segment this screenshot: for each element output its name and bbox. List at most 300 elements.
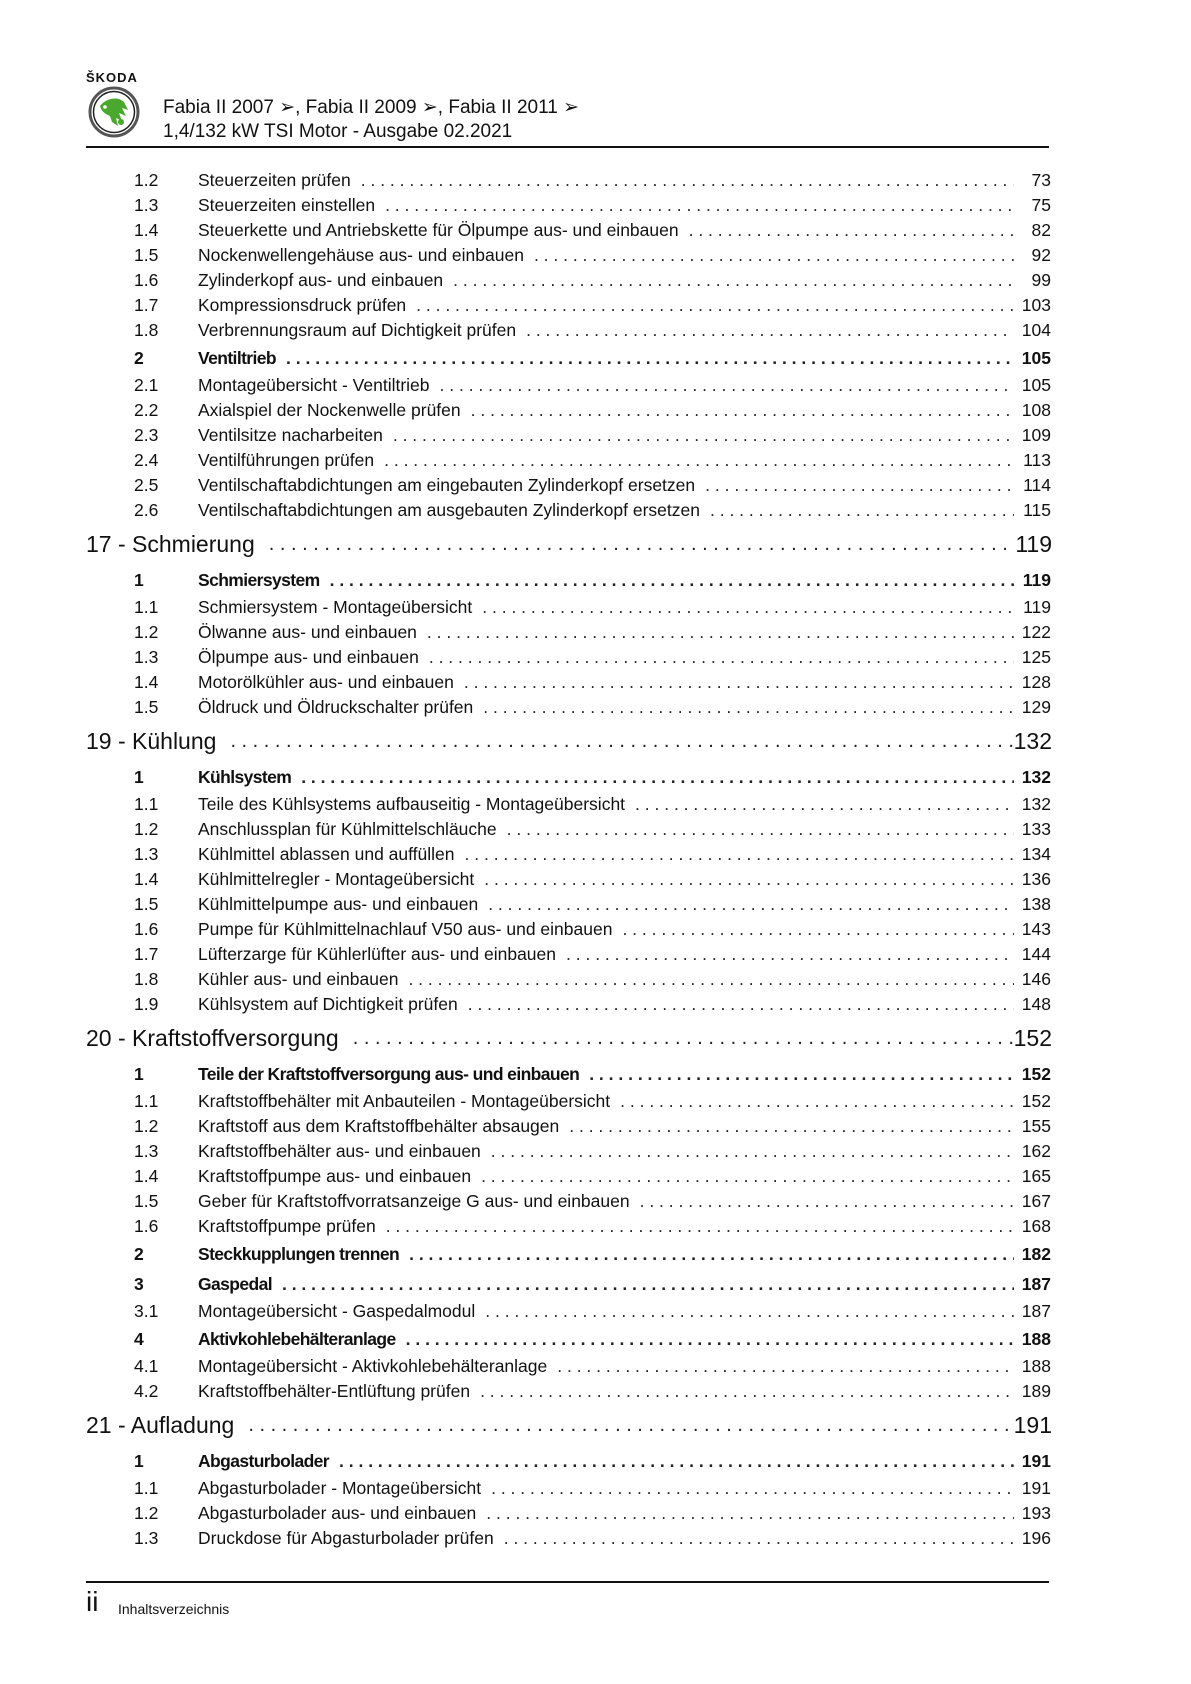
toc-page-number[interactable]: 99 xyxy=(1031,270,1051,290)
toc-title-wrap xyxy=(198,672,1014,693)
toc-page-number[interactable]: 148 xyxy=(1021,994,1051,1014)
dot-leader xyxy=(361,170,1014,191)
dot-leader xyxy=(429,647,1014,668)
dot-leader xyxy=(481,1166,1014,1187)
toc-title[interactable]: Abgasturbolader aus- und einbauen xyxy=(198,1503,477,1523)
toc-page-number[interactable]: 122 xyxy=(1021,622,1051,642)
toc-number: 1.4 xyxy=(134,672,159,692)
toc-page-number[interactable]: 104 xyxy=(1021,320,1051,340)
toc-number: 2 xyxy=(134,347,144,368)
toc-number: 1.2 xyxy=(134,170,159,190)
toc-entry-row[interactable] xyxy=(0,942,1191,967)
dot-leader xyxy=(384,450,1014,471)
toc-title[interactable]: Verbrennungsraum auf Dichtigkeit prüfen xyxy=(198,320,517,340)
toc-page-number[interactable]: 125 xyxy=(1021,647,1051,667)
toc-title-wrap xyxy=(198,1244,1014,1265)
toc-number: 1.3 xyxy=(134,1141,159,1161)
toc-title[interactable]: Ölpumpe aus- und einbauen xyxy=(198,647,419,667)
toc-page-number[interactable]: 75 xyxy=(1031,195,1051,215)
toc-number: 4 xyxy=(134,1328,144,1349)
toc-title-wrap xyxy=(198,622,1014,643)
toc-entry-row[interactable] xyxy=(0,1526,1191,1551)
toc-number: 1.3 xyxy=(134,1528,159,1548)
toc-title-wrap xyxy=(198,170,1014,191)
toc-page-number[interactable]: 155 xyxy=(1021,1116,1051,1136)
toc-title[interactable]: Steuerkette und Antriebskette für Ölpumpe aus- und einbauen xyxy=(198,220,679,240)
toc-title[interactable]: Motorölkühler aus- und einbauen xyxy=(198,672,454,692)
toc-section-row[interactable] xyxy=(0,1059,1191,1089)
toc-chapter-title-wrap xyxy=(86,728,1014,755)
toc-number: 3 xyxy=(134,1273,144,1294)
toc-page-number[interactable]: 132 xyxy=(1021,794,1051,814)
toc-title[interactable]: Zylinderkopf aus- und einbauen xyxy=(198,270,444,290)
toc-title[interactable]: Kühler aus- und einbauen xyxy=(198,969,399,989)
toc-page-number[interactable]: 191 xyxy=(1021,1450,1051,1471)
toc-page-number[interactable]: 132 xyxy=(1013,727,1052,754)
toc-page-number[interactable]: 119 xyxy=(1015,530,1052,557)
dot-leader xyxy=(483,697,1014,718)
toc-title[interactable]: Kühlmittel ablassen und auffüllen xyxy=(198,844,455,864)
toc-entry-row[interactable] xyxy=(0,645,1191,670)
toc-title-wrap xyxy=(198,1356,1014,1377)
toc-entry-row[interactable] xyxy=(0,168,1191,193)
toc-title[interactable]: Kraftstoffbehälter aus- und einbauen xyxy=(198,1141,481,1161)
toc-entry-row[interactable] xyxy=(0,1189,1191,1214)
toc-title-wrap xyxy=(198,1503,1014,1524)
table-of-contents xyxy=(0,168,1191,1551)
toc-page-number[interactable]: 128 xyxy=(1021,672,1051,692)
toc-title[interactable]: Kühlsystem xyxy=(198,766,292,787)
toc-page-number[interactable]: 105 xyxy=(1021,375,1051,395)
toc-page-number[interactable]: 92 xyxy=(1031,245,1051,265)
toc-title-wrap xyxy=(198,270,1014,291)
toc-number: 1.1 xyxy=(134,1091,159,1111)
toc-title[interactable]: Lüfterzarge für Kühlerlüfter aus- und einbauen xyxy=(198,944,557,964)
toc-entry-row[interactable] xyxy=(0,1164,1191,1189)
dot-leader xyxy=(386,1216,1014,1237)
toc-chapter-title[interactable]: 21 - Aufladung xyxy=(86,1411,235,1438)
toc-title-wrap xyxy=(198,1216,1014,1237)
dot-leader xyxy=(330,570,1014,591)
toc-number: 1.6 xyxy=(134,1216,159,1236)
dot-leader xyxy=(416,295,1014,316)
toc-page-number[interactable]: 132 xyxy=(1021,766,1051,787)
toc-number: 1 xyxy=(134,569,144,590)
dot-leader xyxy=(504,1528,1014,1549)
toc-number: 4.2 xyxy=(134,1381,159,1401)
header-divider xyxy=(86,146,1049,148)
toc-title[interactable]: Abgasturbolader xyxy=(198,1450,330,1471)
dot-leader xyxy=(635,794,1014,815)
toc-number: 2.1 xyxy=(134,375,159,395)
toc-entry-row[interactable] xyxy=(0,1299,1191,1324)
header-models: Fabia II 2007 ➢, Fabia II 2009 ➢, Fabia II 2011 ➢ xyxy=(163,97,580,118)
toc-title[interactable]: Abgasturbolader - Montageübersicht xyxy=(198,1478,482,1498)
dot-leader xyxy=(453,270,1014,291)
dot-leader xyxy=(339,1451,1014,1472)
toc-page-number[interactable]: 193 xyxy=(1021,1503,1051,1523)
toc-title-wrap xyxy=(198,969,1014,990)
dot-leader xyxy=(589,1064,1014,1085)
toc-number: 1.2 xyxy=(134,622,159,642)
toc-title-wrap xyxy=(198,220,1014,241)
toc-title[interactable]: Kühlmittelpumpe aus- und einbauen xyxy=(198,894,479,914)
brand-wordmark: ŠKODA xyxy=(86,70,138,85)
toc-page-number[interactable]: 114 xyxy=(1023,475,1051,495)
toc-chapter-row[interactable] xyxy=(0,1404,1191,1446)
toc-page-number[interactable]: 162 xyxy=(1021,1141,1051,1161)
toc-page-number[interactable]: 188 xyxy=(1021,1356,1051,1376)
toc-title-wrap xyxy=(198,295,1014,316)
toc-title[interactable]: Teile des Kühlsystems aufbauseitig - Montageübersicht xyxy=(198,794,626,814)
toc-page-number[interactable]: 165 xyxy=(1021,1166,1051,1186)
toc-title[interactable]: Pumpe für Kühlmittelnachlauf V50 aus- und einbauen xyxy=(198,919,613,939)
toc-number: 1.8 xyxy=(134,969,159,989)
toc-entry-row[interactable] xyxy=(0,1214,1191,1239)
dot-leader xyxy=(471,400,1014,421)
toc-title-wrap xyxy=(198,1091,1014,1112)
toc-title-wrap xyxy=(198,195,1014,216)
toc-entry-row[interactable] xyxy=(0,448,1191,473)
toc-number: 1 xyxy=(134,1063,144,1084)
toc-entry-row[interactable] xyxy=(0,1139,1191,1164)
toc-chapter-title[interactable]: 20 - Kraftstoffversorgung xyxy=(86,1024,339,1051)
toc-entry-row[interactable] xyxy=(0,293,1191,318)
toc-title-wrap xyxy=(198,1451,1014,1472)
dot-leader xyxy=(484,869,1014,890)
toc-title-wrap xyxy=(198,500,1014,521)
toc-number: 1.5 xyxy=(134,894,159,914)
toc-page-number[interactable]: 152 xyxy=(1021,1063,1051,1084)
toc-number: 1.6 xyxy=(134,270,159,290)
toc-entry-row[interactable] xyxy=(0,1114,1191,1139)
toc-number: 1.7 xyxy=(134,295,159,315)
toc-title-wrap xyxy=(198,1166,1014,1187)
toc-title[interactable]: Nockenwellengehäuse aus- und einbauen xyxy=(198,245,524,265)
toc-page-number[interactable]: 143 xyxy=(1021,919,1051,939)
toc-entry-row[interactable] xyxy=(0,473,1191,498)
dot-leader xyxy=(486,1503,1014,1524)
dot-leader xyxy=(482,597,1014,618)
toc-number: 1.2 xyxy=(134,1503,159,1523)
footer-divider xyxy=(86,1581,1049,1583)
dot-leader xyxy=(408,969,1014,990)
toc-entry-row[interactable] xyxy=(0,842,1191,867)
toc-number: 1.1 xyxy=(134,1478,159,1498)
toc-title[interactable]: Ventilsitze nacharbeiten xyxy=(198,425,383,445)
toc-title[interactable]: Kraftstoffbehälter-Entlüftung prüfen xyxy=(198,1381,471,1401)
footer-label: Inhaltsverzeichnis xyxy=(118,1601,230,1617)
toc-entry-row[interactable] xyxy=(0,1379,1191,1404)
toc-page-number[interactable]: 189 xyxy=(1021,1381,1051,1401)
toc-page-number[interactable]: 152 xyxy=(1021,1091,1051,1111)
toc-number: 1.3 xyxy=(134,647,159,667)
toc-title[interactable]: Kraftstoffpumpe aus- und einbauen xyxy=(198,1166,472,1186)
toc-chapter-title-wrap xyxy=(86,1412,1014,1439)
toc-entry-row[interactable] xyxy=(0,498,1191,523)
toc-page-number[interactable]: 138 xyxy=(1021,894,1051,914)
toc-title[interactable]: Steuerzeiten einstellen xyxy=(198,195,376,215)
toc-page-number[interactable]: 188 xyxy=(1021,1328,1051,1349)
toc-title[interactable]: Montageübersicht - Aktivkohlebehälteranlage xyxy=(198,1356,548,1376)
toc-title-wrap xyxy=(198,375,1014,396)
toc-page-number[interactable]: 115 xyxy=(1023,500,1051,520)
toc-chapter-row[interactable] xyxy=(0,523,1191,565)
dot-leader xyxy=(640,1191,1014,1212)
dot-leader xyxy=(269,533,1014,556)
toc-entry-row[interactable] xyxy=(0,917,1191,942)
toc-page-number[interactable]: 133 xyxy=(1021,819,1051,839)
toc-number: 1.5 xyxy=(134,245,159,265)
toc-entry-row[interactable] xyxy=(0,423,1191,448)
toc-title[interactable]: Teile der Kraftstoffversorgung aus- und einbauen xyxy=(198,1063,580,1084)
skoda-logo-icon xyxy=(88,86,140,138)
toc-number: 2.6 xyxy=(134,500,159,520)
toc-page-number[interactable]: 108 xyxy=(1021,400,1051,420)
toc-title-wrap xyxy=(198,794,1014,815)
toc-number: 1.9 xyxy=(134,994,159,1014)
toc-title-wrap xyxy=(198,919,1014,940)
dot-leader xyxy=(689,220,1014,241)
toc-entry-row[interactable] xyxy=(0,193,1191,218)
toc-entry-row[interactable] xyxy=(0,992,1191,1017)
toc-title[interactable]: Kühlsystem auf Dichtigkeit prüfen xyxy=(198,994,458,1014)
toc-number: 2 xyxy=(134,1243,144,1264)
toc-section-row[interactable] xyxy=(0,1446,1191,1476)
toc-title[interactable]: Schmiersystem - Montageübersicht xyxy=(198,597,473,617)
toc-number: 2.4 xyxy=(134,450,159,470)
toc-page-number[interactable]: 191 xyxy=(1013,1411,1052,1438)
dot-leader xyxy=(406,1329,1014,1350)
toc-page-number[interactable]: 73 xyxy=(1031,170,1051,190)
toc-title[interactable]: Kompressionsdruck prüfen xyxy=(198,295,407,315)
toc-title-wrap xyxy=(198,1191,1014,1212)
toc-title-wrap xyxy=(198,1381,1014,1402)
toc-title-wrap xyxy=(198,475,1014,496)
toc-title-wrap xyxy=(198,697,1014,718)
toc-page-number[interactable]: 144 xyxy=(1021,944,1051,964)
toc-number: 1.4 xyxy=(134,220,159,240)
dot-leader xyxy=(566,944,1014,965)
toc-title[interactable]: Kraftstoff aus dem Kraftstoffbehälter absaugen xyxy=(198,1116,560,1136)
toc-page-number[interactable]: 109 xyxy=(1021,425,1051,445)
toc-page-number[interactable]: 196 xyxy=(1021,1528,1051,1548)
toc-title[interactable]: Kraftstoffpumpe prüfen xyxy=(198,1216,376,1236)
dot-leader xyxy=(427,622,1014,643)
header-title xyxy=(163,96,579,144)
toc-page-number[interactable]: 119 xyxy=(1022,569,1051,590)
toc-title[interactable]: Ventilschaftabdichtungen am eingebauten Zylinderkopf ersetzen xyxy=(198,475,696,495)
toc-page-number[interactable]: 152 xyxy=(1013,1024,1052,1051)
toc-entry-row[interactable] xyxy=(0,620,1191,645)
toc-title-wrap xyxy=(198,425,1014,446)
toc-title[interactable]: Druckdose für Abgasturbolader prüfen xyxy=(198,1528,494,1548)
toc-entry-row[interactable] xyxy=(0,243,1191,268)
toc-entry-row[interactable] xyxy=(0,268,1191,293)
toc-number: 1.1 xyxy=(134,794,159,814)
toc-entry-row[interactable] xyxy=(0,218,1191,243)
dot-leader xyxy=(440,375,1014,396)
dot-leader xyxy=(353,1027,1014,1050)
toc-page-number[interactable]: 167 xyxy=(1021,1191,1051,1211)
toc-page-number[interactable]: 113 xyxy=(1023,450,1051,470)
dot-leader xyxy=(464,672,1014,693)
dot-leader xyxy=(622,919,1014,940)
dot-leader xyxy=(282,1274,1014,1295)
dot-leader xyxy=(534,245,1014,266)
dot-leader xyxy=(409,1244,1014,1265)
toc-page-number[interactable]: 182 xyxy=(1021,1243,1051,1264)
toc-number: 2.2 xyxy=(134,400,159,420)
toc-entry-row[interactable] xyxy=(0,892,1191,917)
dot-leader xyxy=(301,767,1014,788)
toc-chapter-row[interactable] xyxy=(0,720,1191,762)
toc-entry-row[interactable] xyxy=(0,595,1191,620)
toc-entry-row[interactable] xyxy=(0,967,1191,992)
toc-title[interactable]: Ventilführungen prüfen xyxy=(198,450,375,470)
toc-page-number[interactable]: 168 xyxy=(1021,1216,1051,1236)
toc-title[interactable]: Ventilschaftabdichtungen am ausgebauten Zylinderkopf ersetzen xyxy=(198,500,700,520)
toc-number: 2.3 xyxy=(134,425,159,445)
dot-leader xyxy=(385,195,1014,216)
toc-page-number[interactable]: 82 xyxy=(1031,220,1051,240)
toc-section-row[interactable] xyxy=(0,343,1191,373)
dot-leader xyxy=(491,1141,1014,1162)
toc-title[interactable]: Öldruck und Öldruckschalter prüfen xyxy=(198,697,474,717)
toc-number: 1.7 xyxy=(134,944,159,964)
toc-number: 1.6 xyxy=(134,919,159,939)
toc-number: 1.5 xyxy=(134,1191,159,1211)
toc-number: 3.1 xyxy=(134,1301,159,1321)
toc-entry-row[interactable] xyxy=(0,817,1191,842)
toc-number: 1.3 xyxy=(134,195,159,215)
toc-page-number[interactable]: 191 xyxy=(1021,1478,1051,1498)
dot-leader xyxy=(286,348,1014,369)
toc-number: 1.5 xyxy=(134,697,159,717)
toc-title-wrap xyxy=(198,450,1014,471)
toc-section-row[interactable] xyxy=(0,565,1191,595)
dot-leader xyxy=(705,475,1014,496)
toc-page-number[interactable]: 187 xyxy=(1021,1301,1051,1321)
toc-section-row[interactable] xyxy=(0,762,1191,792)
toc-title-wrap xyxy=(198,1064,1014,1085)
toc-number: 1.2 xyxy=(134,1116,159,1136)
dot-leader xyxy=(480,1381,1014,1402)
toc-page-number[interactable]: 136 xyxy=(1021,869,1051,889)
toc-page-number[interactable]: 146 xyxy=(1021,969,1051,989)
toc-entry-row[interactable] xyxy=(0,792,1191,817)
toc-title-wrap xyxy=(198,647,1014,668)
toc-title[interactable]: Anschlussplan für Kühlmittelschläuche xyxy=(198,819,497,839)
toc-title[interactable]: Kühlmittelregler - Montageübersicht xyxy=(198,869,475,889)
dot-leader xyxy=(569,1116,1014,1137)
toc-page-number[interactable]: 103 xyxy=(1021,295,1051,315)
toc-title[interactable]: Montageübersicht - Ventiltrieb xyxy=(198,375,430,395)
toc-title[interactable]: Axialspiel der Nockenwelle prüfen xyxy=(198,400,461,420)
toc-title-wrap xyxy=(198,570,1014,591)
toc-title[interactable]: Ventiltrieb xyxy=(198,347,277,368)
dot-leader xyxy=(557,1356,1014,1377)
toc-number: 1.1 xyxy=(134,597,159,617)
toc-entry-row[interactable] xyxy=(0,670,1191,695)
toc-title-wrap xyxy=(198,894,1014,915)
dot-leader xyxy=(393,425,1014,446)
toc-chapter-title-wrap xyxy=(86,531,1014,558)
toc-section-row[interactable] xyxy=(0,1324,1191,1354)
toc-page-number[interactable]: 134 xyxy=(1021,844,1051,864)
dot-leader xyxy=(465,844,1014,865)
toc-chapter-title[interactable]: 19 - Kühlung xyxy=(86,727,217,754)
dot-leader xyxy=(485,1301,1014,1322)
header-engine-edition: 1,4/132 kW TSI Motor - Ausgabe 02.2021 xyxy=(163,121,513,142)
toc-number: 1.8 xyxy=(134,320,159,340)
toc-title-wrap xyxy=(198,944,1014,965)
toc-title-wrap xyxy=(198,1329,1014,1350)
toc-entry-row[interactable] xyxy=(0,398,1191,423)
dot-leader xyxy=(248,1414,1014,1437)
toc-number: 1 xyxy=(134,766,144,787)
toc-entry-row[interactable] xyxy=(0,695,1191,720)
toc-number: 1.3 xyxy=(134,844,159,864)
dot-leader xyxy=(491,1478,1014,1499)
toc-page-number[interactable]: 129 xyxy=(1021,697,1051,717)
toc-page-number[interactable]: 187 xyxy=(1021,1273,1051,1294)
toc-entry-row[interactable] xyxy=(0,1501,1191,1526)
toc-title[interactable]: Montageübersicht - Gaspedalmodul xyxy=(198,1301,476,1321)
toc-title[interactable]: Steuerzeiten prüfen xyxy=(198,170,351,190)
toc-entry-row[interactable] xyxy=(0,867,1191,892)
toc-page-number[interactable]: 105 xyxy=(1021,347,1051,368)
dot-leader xyxy=(620,1091,1014,1112)
toc-entry-row[interactable] xyxy=(0,1354,1191,1379)
dot-leader xyxy=(488,894,1014,915)
toc-title[interactable]: Ölwanne aus- und einbauen xyxy=(198,622,417,642)
toc-number: 1.4 xyxy=(134,1166,159,1186)
toc-title[interactable]: Geber für Kraftstoffvorratsanzeige G aus- und einbauen xyxy=(198,1191,630,1211)
toc-page-number[interactable]: 119 xyxy=(1023,597,1051,617)
toc-chapter-row[interactable] xyxy=(0,1017,1191,1059)
toc-title-wrap xyxy=(198,348,1014,369)
toc-title-wrap xyxy=(198,1478,1014,1499)
toc-title[interactable]: Aktivkohlebehälteranlage xyxy=(198,1328,396,1349)
toc-entry-row[interactable] xyxy=(0,1476,1191,1501)
toc-entry-row[interactable] xyxy=(0,318,1191,343)
toc-title-wrap xyxy=(198,1301,1014,1322)
toc-section-row[interactable] xyxy=(0,1269,1191,1299)
dot-leader xyxy=(710,500,1014,521)
toc-title[interactable]: Gaspedal xyxy=(198,1273,272,1294)
toc-chapter-title[interactable]: 17 - Schmierung xyxy=(86,530,255,557)
toc-section-row[interactable] xyxy=(0,1239,1191,1269)
toc-number: 4.1 xyxy=(134,1356,159,1376)
toc-chapter-title-wrap xyxy=(86,1025,1014,1052)
toc-entry-row[interactable] xyxy=(0,1089,1191,1114)
toc-title-wrap xyxy=(198,245,1014,266)
dot-leader xyxy=(526,320,1014,341)
toc-entry-row[interactable] xyxy=(0,373,1191,398)
toc-title[interactable]: Kraftstoffbehälter mit Anbauteilen - Montageübersicht xyxy=(198,1091,611,1111)
toc-title[interactable]: Steckkupplungen trennen xyxy=(198,1243,400,1264)
toc-title-wrap xyxy=(198,767,1014,788)
footer-page-number: ii xyxy=(86,1586,99,1617)
dot-leader xyxy=(507,819,1014,840)
toc-title-wrap xyxy=(198,844,1014,865)
toc-number: 1.2 xyxy=(134,819,159,839)
toc-title-wrap xyxy=(198,869,1014,890)
dot-leader xyxy=(230,730,1014,753)
toc-title-wrap xyxy=(198,819,1014,840)
toc-title[interactable]: Schmiersystem xyxy=(198,569,320,590)
